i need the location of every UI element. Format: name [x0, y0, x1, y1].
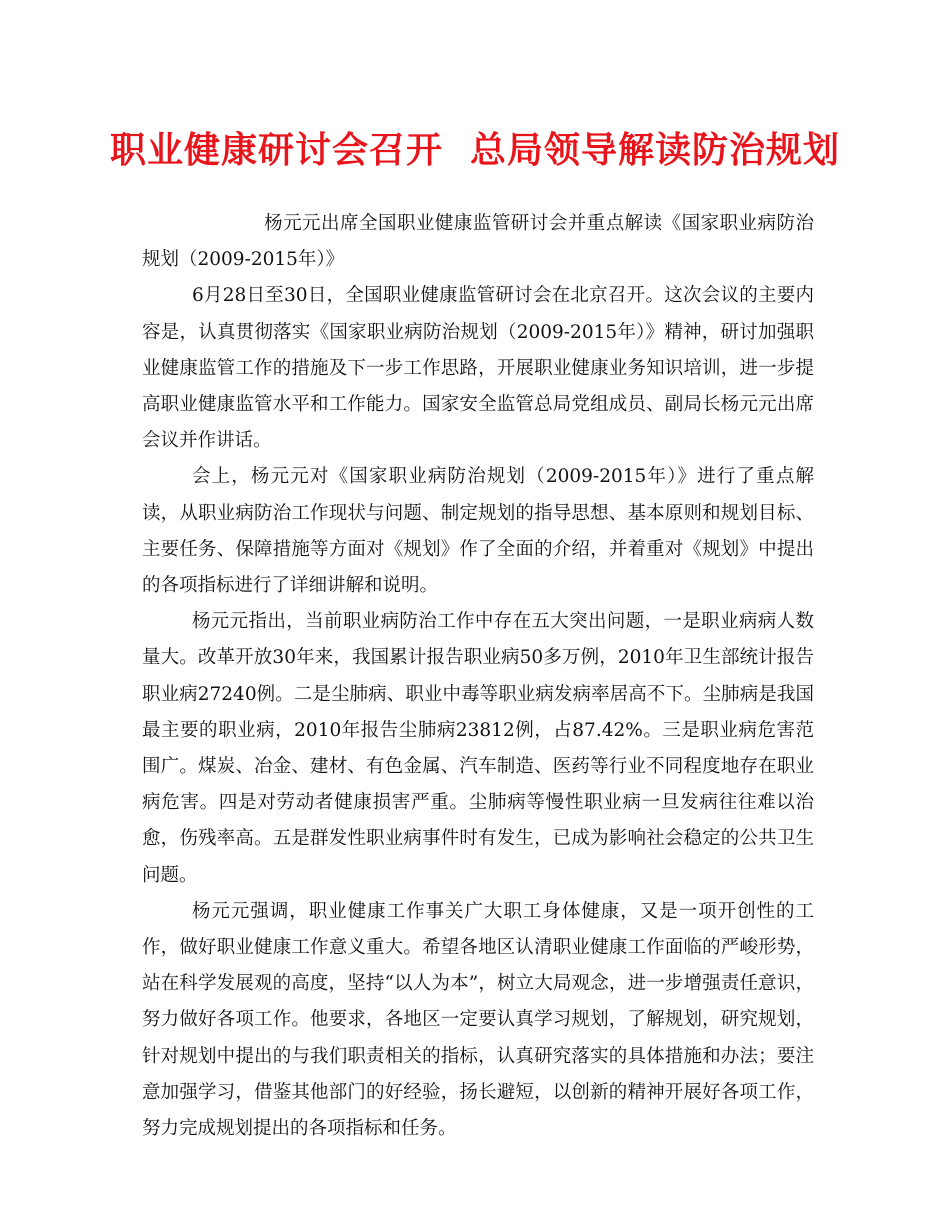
body-paragraph: 6月28日至30日，全国职业健康监管研讨会在北京召开。这次会议的主要内容是，认真贯彻落实《国家职业病防治规划（2009-2015年）》精神，研讨加强职业健康监管工作的措施及下一步工作思路，开展职业健康业务知识培训，进一步提高职业健康监管水平和工作能力。国家安全监管总局党组成员、副局长杨元元出席会议并作讲话。	[142, 285, 814, 452]
document-title: 职业健康研讨会召开 总局领导解读防治规划	[109, 129, 841, 171]
body-paragraph: 杨元元指出，当前职业病防治工作中存在五大突出问题，一是职业病病人数量大。改革开放30年来，我国累计报告职业病50多万例，2010年卫生部统计报告职业病27240例。二是尘肺病、职业中毒等职业病发病率居高不下。尘肺病是我国最主要的职业病，2010年报告尘肺病23812例，占87.42%。三是职业病危害范围广。煤炭、冶金、建材、有色金属、汽车制造、医药等行业不同程度地存在职业病危害。四是对劳动者健康损害严重。尘肺病等慢性职业病一旦发病往往难以治愈，伤残率高。五是群发性职业病事件时有发生，已成为影响社会稳定的公共卫生问题。	[142, 611, 814, 886]
subtitle-paragraph: 杨元元出席全国职业健康监管研讨会并重点解读《国家职业病防治规划（2009-2015年）》	[142, 213, 814, 271]
body-paragraph: 杨元元强调，职业健康工作事关广大职工身体健康，又是一项开创性的工作，做好职业健康工作意义重大。希望各地区认清职业健康工作面临的严峻形势，站在科学发展观的高度，坚持“以人为本”，树立大局观念，进一步增强责任意识，努力做好各项工作。他要求，各地区一定要认真学习规划，了解规划，研究规划，针对规划中提出的与我们职责相关的指标，认真研究落实的具体措施和办法；要注意加强学习，借鉴其他部门的好经验，扬长避短，以创新的精神开展好各项工作，努力完成规划提出的各项指标和任务。	[142, 900, 814, 1140]
document-body	[142, 206, 814, 1147]
body-paragraph: 会上，杨元元对《国家职业病防治规划（2009-2015年）》进行了重点解读，从职业病防治工作现状与问题、制定规划的指导思想、基本原则和规划目标、主要任务、保障措施等方面对《规划》作了全面的介绍，并着重对《规划》中提出的各项指标进行了详细讲解和说明。	[142, 466, 814, 597]
